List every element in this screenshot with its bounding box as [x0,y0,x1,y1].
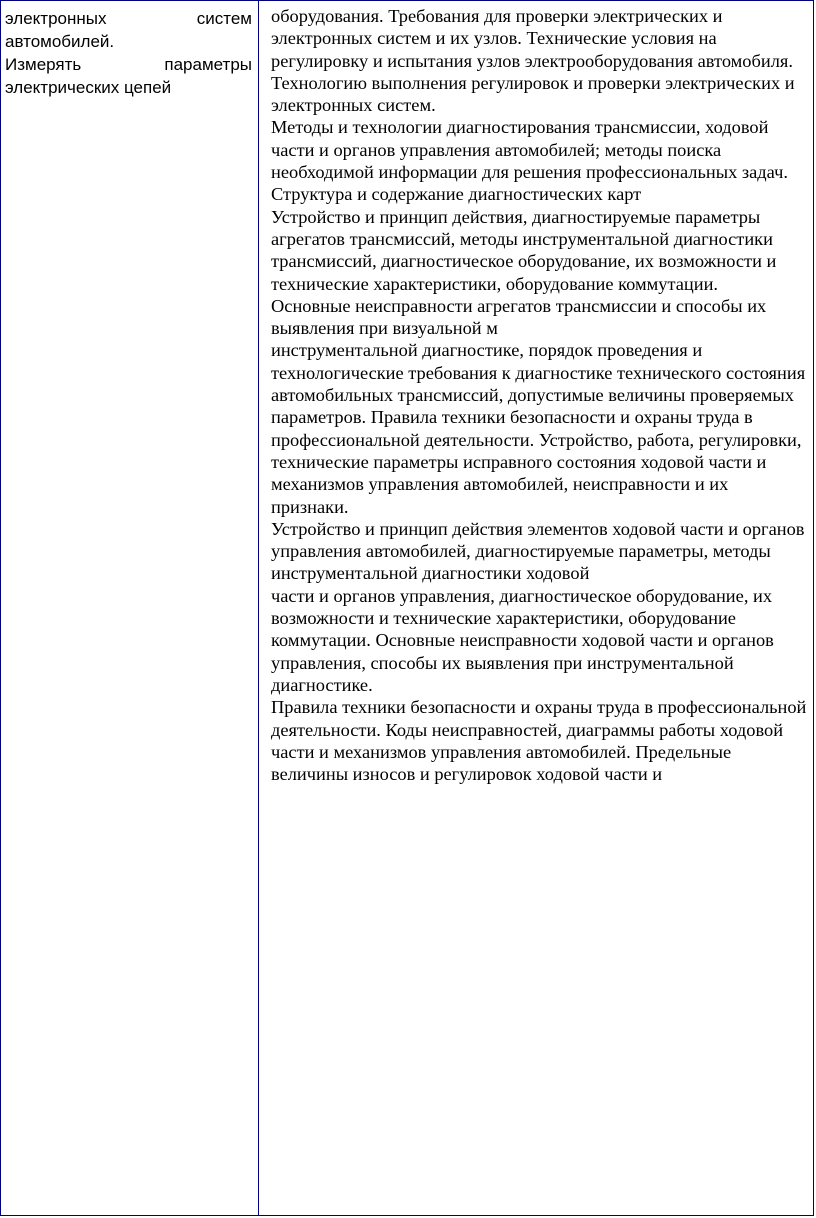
knowledge-paragraph-3: Устройство и принцип действия, диагностируемые параметры агрегатов трансмиссий, методы инструментальной диагностики трансмиссий, диагностическое оборудование, их возможности и технические характеристики, оборудование коммутации. [271,206,777,294]
knowledge-paragraph-1: оборудования. Требования для проверки электрических и электронных систем и их узлов. Технические условия на регулировку и испытания узлов электрооборудования автомобиля. Технологию выполнения регулировок и проверки электрических и электронных систем. [271,6,795,116]
knowledge-paragraph-8: Правила техники безопасности и охраны труда в профессиональной деятельности. Коды неисправностей, диаграммы работы ходовой части и механизмов управления автомобилей. Предельные величины износов и регулировок ходовой части и [271,697,807,785]
skills-cell [1,1,259,1216]
skills-text [1,1,258,99]
knowledge-cell [259,1,814,1216]
knowledge-text [259,1,813,785]
knowledge-paragraph-7: части и органов управления, диагностическое оборудование, их возможности и технические характеристики, оборудование коммутации. Основные неисправности ходовой части и органов управления, способы их выявления при инструментальной диагностике. [271,585,774,695]
knowledge-paragraph-4: Основные неисправности агрегатов трансмиссии и способы их выявления при визуальной м [271,295,767,339]
knowledge-paragraph-6: Устройство и принцип действия элементов ходовой части и органов управления автомобилей, диагностируемые параметры, методы инструментальной диагностики ходовой [271,518,805,584]
knowledge-paragraph-5: инструментальной диагностике, порядок проведения и технологические требования к диагностике технического состояния автомобильных трансмиссий, допустимые величины проверяемых параметров. Правила техники безопасности и охраны труда в профессиональной деятельности. Устройство, работа, регулировки, технические параметры исправного состояния ходовой части и механизмов управления автомобилей, неисправности и их признаки. [271,340,806,517]
table-row [1,1,814,1216]
skills-paragraph-1: электронных систем автомобилей. [5,9,252,51]
skills-paragraph-2: Измерять параметры электрических цепей [5,55,252,97]
knowledge-paragraph-2: Методы и технологии диагностирования трансмиссии, ходовой части и органов управления автомобилей; методы поиска необходимой информации для решения профессиональных задач. Структура и содержание диагностических карт [271,117,788,205]
